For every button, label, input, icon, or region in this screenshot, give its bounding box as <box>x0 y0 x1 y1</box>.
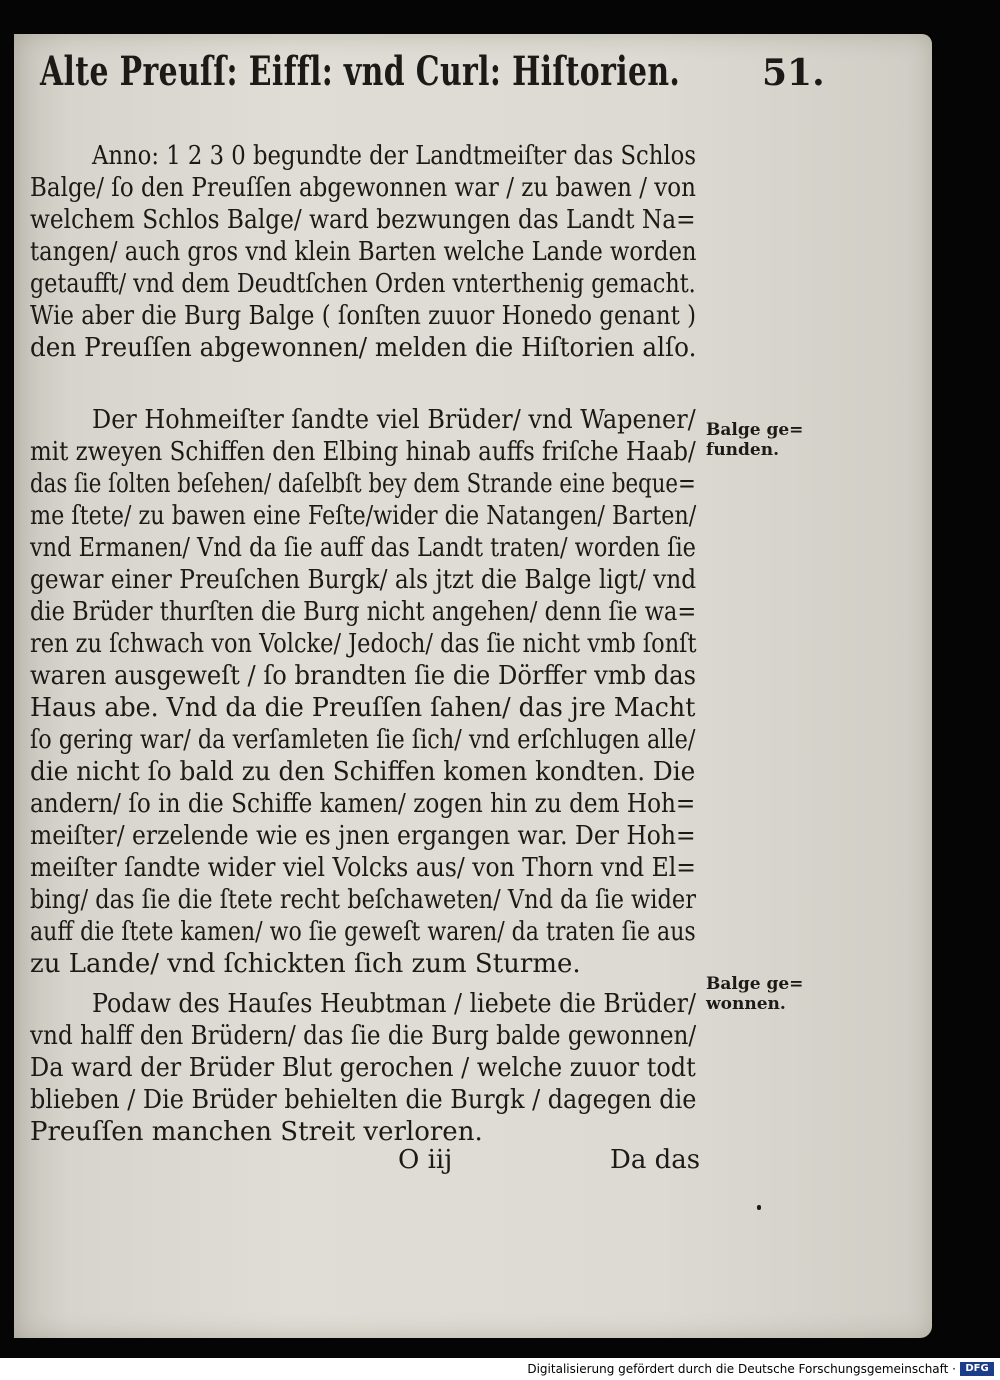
text-line: tangen/ auch gros vnd klein Barten welche Lande worden <box>30 237 697 267</box>
text-line: mit zweyen Schiffen den Elbing hinab auffs friſche Haab/ <box>30 437 696 467</box>
marginal-note-line: Balge ge= <box>706 974 804 994</box>
text-line: ren zu ſchwach von Volcke/ Jedoch/ das ſie nicht vmb ſonſt <box>30 629 697 659</box>
text-line: das ſie ſolten beſehen/ daſelbſt bey dem Strande eine beque= <box>30 469 696 499</box>
text-line: Balge/ ſo den Preuſſen abgewonnen war / zu bawen / von <box>30 173 696 203</box>
text-line: auff die ſtete kamen/ wo ſie geweſt waren/ da traten ſie aus <box>30 917 696 947</box>
signature-mark: O iij <box>398 1145 453 1175</box>
text-line: vnd Ermanen/ Vnd da ſie auff das Landt traten/ worden ſie <box>30 533 696 563</box>
text-line: gewar einer Preuſchen Burgk/ als jtzt die Balge ligt/ vnd <box>30 565 697 595</box>
text-line: Da ward der Brüder Blut gerochen / welche zuuor todt <box>30 1053 696 1083</box>
catchword: Da das <box>610 1145 701 1175</box>
text-line: Preuſſen manchen Streit verloren. <box>30 1117 483 1147</box>
text-line: getaufft/ vnd dem Deudtſchen Orden vnterthenig gemacht. <box>30 269 696 299</box>
text-line: Der Hohmeiſter ſandte viel Brüder/ vnd Wapener/ <box>92 405 696 435</box>
text-line: Wie aber die Burg Balge ( ſonſten zuuor Honedo genant ) <box>30 301 696 331</box>
text-line: die Brüder thurſten die Burg nicht angehen/ denn ſie wa= <box>30 597 697 627</box>
text-line: zu Lande/ vnd ſchickten ſich zum Sturme. <box>30 949 581 979</box>
text-line: welchem Schlos Balge/ ward bezwungen das Landt Na= <box>30 205 696 235</box>
text-line: me ſtete/ zu bawen eine Feſte/wider die Natangen/ Barten/ <box>30 501 697 531</box>
text-line: blieben / Die Brüder behielten die Burgk / dagegen die <box>30 1085 697 1115</box>
text-line: bing/ das ſie die ſtete recht beſchaweten/ Vnd da ſie wider <box>30 885 696 915</box>
marginal-note <box>706 420 803 460</box>
text-line: den Preuſſen abgewonnen/ melden die Hiſtorien alſo. <box>30 333 697 363</box>
marginal-note-line: Balge ge= <box>706 420 804 440</box>
ink-dot <box>757 1205 761 1210</box>
funding-credit: Digitalisierung gefördert durch die Deutsche Forschungsgemeinschaft · <box>527 1362 956 1376</box>
folio-number: 51. <box>762 52 825 94</box>
marginal-note-line: funden. <box>706 440 780 460</box>
text-line: meiſter ſandte wider viel Volcks aus/ von Thorn vnd El= <box>30 853 696 883</box>
text-line: vnd halff den Brüdern/ das ſie die Burg balde gewonnen/ <box>30 1021 697 1051</box>
text-line: waren ausgeweſt / ſo brandten ſie die Dörffer vmb das <box>30 661 697 691</box>
text-line: Anno: 1 2 3 0 begundte der Landtmeiſter das Schlos <box>92 141 697 171</box>
marginal-note <box>706 974 803 1014</box>
running-head: Alte Preuſſ: Eiffl: vnd Curl: Hiſtorien. <box>40 48 681 95</box>
dfg-logo: DFG <box>960 1362 994 1376</box>
text-line: Haus abe. Vnd da die Preuſſen ſahen/ das jre Macht <box>30 693 696 723</box>
text-line: die nicht ſo bald zu den Schiffen komen kondten. Die <box>30 757 696 787</box>
marginal-note-line: wonnen. <box>706 994 786 1014</box>
text-line: Podaw des Hauſes Heubtman / liebete die Brüder/ <box>92 989 697 1019</box>
text-line: ſo gering war/ da verſamleten ſie ſich/ vnd erſchlugen alle/ <box>30 725 696 755</box>
text-line: andern/ ſo in die Schiffe kamen/ zogen hin zu dem Hoh= <box>30 789 696 819</box>
text-line: meiſter/ erzelende wie es jnen ergangen war. Der Hoh= <box>30 821 696 851</box>
